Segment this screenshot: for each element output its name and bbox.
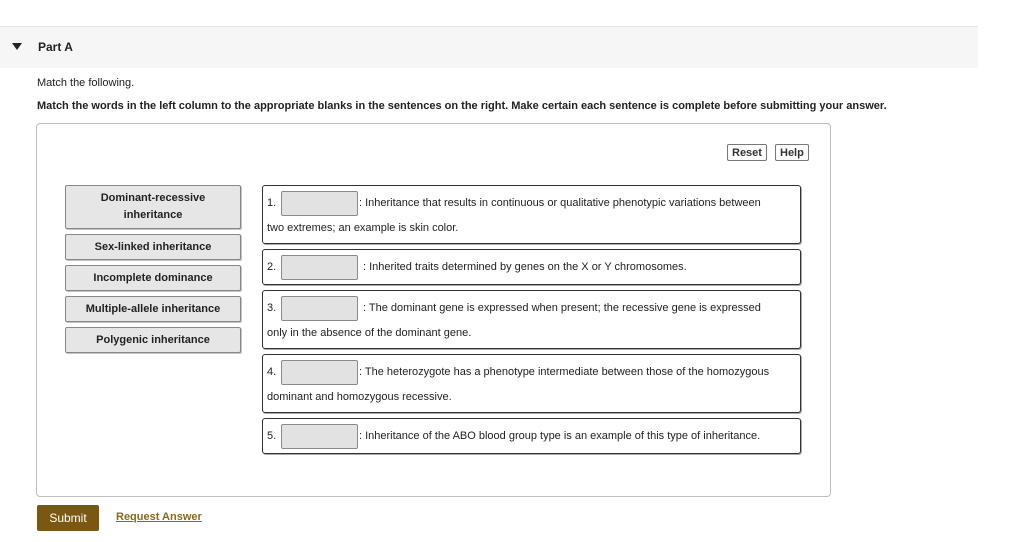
word-chip-label: inheritance	[123, 209, 183, 221]
help-button[interactable]: Help	[775, 144, 809, 161]
request-answer-link[interactable]: Request Answer	[116, 511, 202, 523]
blank-drop-target-4[interactable]	[281, 360, 358, 385]
sentence-text: : The heterozygote has a phenotype intermediate between those of the homozygous	[359, 366, 770, 378]
sentence-continuation: only in the absence of the dominant gene.	[267, 327, 472, 339]
sentence-number: 4.	[267, 366, 277, 378]
sentence-number: 3.	[267, 302, 277, 314]
sentence-text: : Inherited traits determined by genes on the X or Y chromosomes.	[363, 261, 687, 273]
submit-button[interactable]: Submit	[37, 505, 99, 531]
blank-drop-target-1[interactable]	[281, 191, 358, 216]
word-chip-sex-linked[interactable]	[65, 234, 241, 260]
sentence-text: : Inheritance that results in continuous or qualitative phenotypic variations between	[359, 197, 761, 209]
sentence-continuation: two extremes; an example is skin color.	[267, 222, 459, 234]
word-chip-polygenic[interactable]	[65, 327, 241, 353]
word-chip-label: Multiple-allele inheritance	[85, 302, 221, 315]
sentence-text: : Inheritance of the ABO blood group type is an example of this type of inheritance.	[359, 430, 761, 442]
sentence-number: 1.	[267, 197, 277, 209]
sentence-continuation: dominant and homozygous recessive.	[267, 391, 452, 403]
reset-button[interactable]: Reset	[727, 144, 767, 161]
sentence-number: 5.	[267, 430, 277, 442]
intro-text: Match the following.	[37, 77, 135, 89]
blank-drop-target-5[interactable]	[281, 424, 358, 449]
blank-drop-target-2[interactable]	[281, 255, 358, 280]
word-chip-label: Incomplete dominance	[93, 271, 213, 284]
instructions-text: Match the words in the left column to the appropriate blanks in the sentences on the right. Make certain each sentence is complete before submitting your answer.	[37, 100, 887, 112]
sentence-text: : The dominant gene is expressed when present; the recessive gene is expressed	[363, 302, 761, 314]
word-chip-label: Dominant-recessive	[100, 192, 206, 204]
part-title: Part A	[38, 40, 73, 54]
sentence-number: 2.	[267, 261, 277, 273]
sentence-1	[262, 185, 801, 244]
caret-down-icon[interactable]	[12, 43, 22, 50]
matching-panel	[36, 123, 831, 497]
part-header[interactable]	[0, 27, 978, 68]
sentence-5	[262, 418, 801, 454]
sentence-2	[262, 249, 801, 285]
word-chip-label: Polygenic inheritance	[96, 333, 210, 346]
word-chip-label: Sex-linked inheritance	[94, 240, 212, 253]
word-chip-multiple-allele[interactable]	[65, 296, 241, 322]
word-chip-dominant-recessive[interactable]	[65, 185, 241, 229]
sentence-4	[262, 354, 801, 413]
word-chip-incomplete-dominance[interactable]	[65, 265, 241, 291]
sentence-3	[262, 290, 801, 349]
blank-drop-target-3[interactable]	[281, 296, 358, 321]
